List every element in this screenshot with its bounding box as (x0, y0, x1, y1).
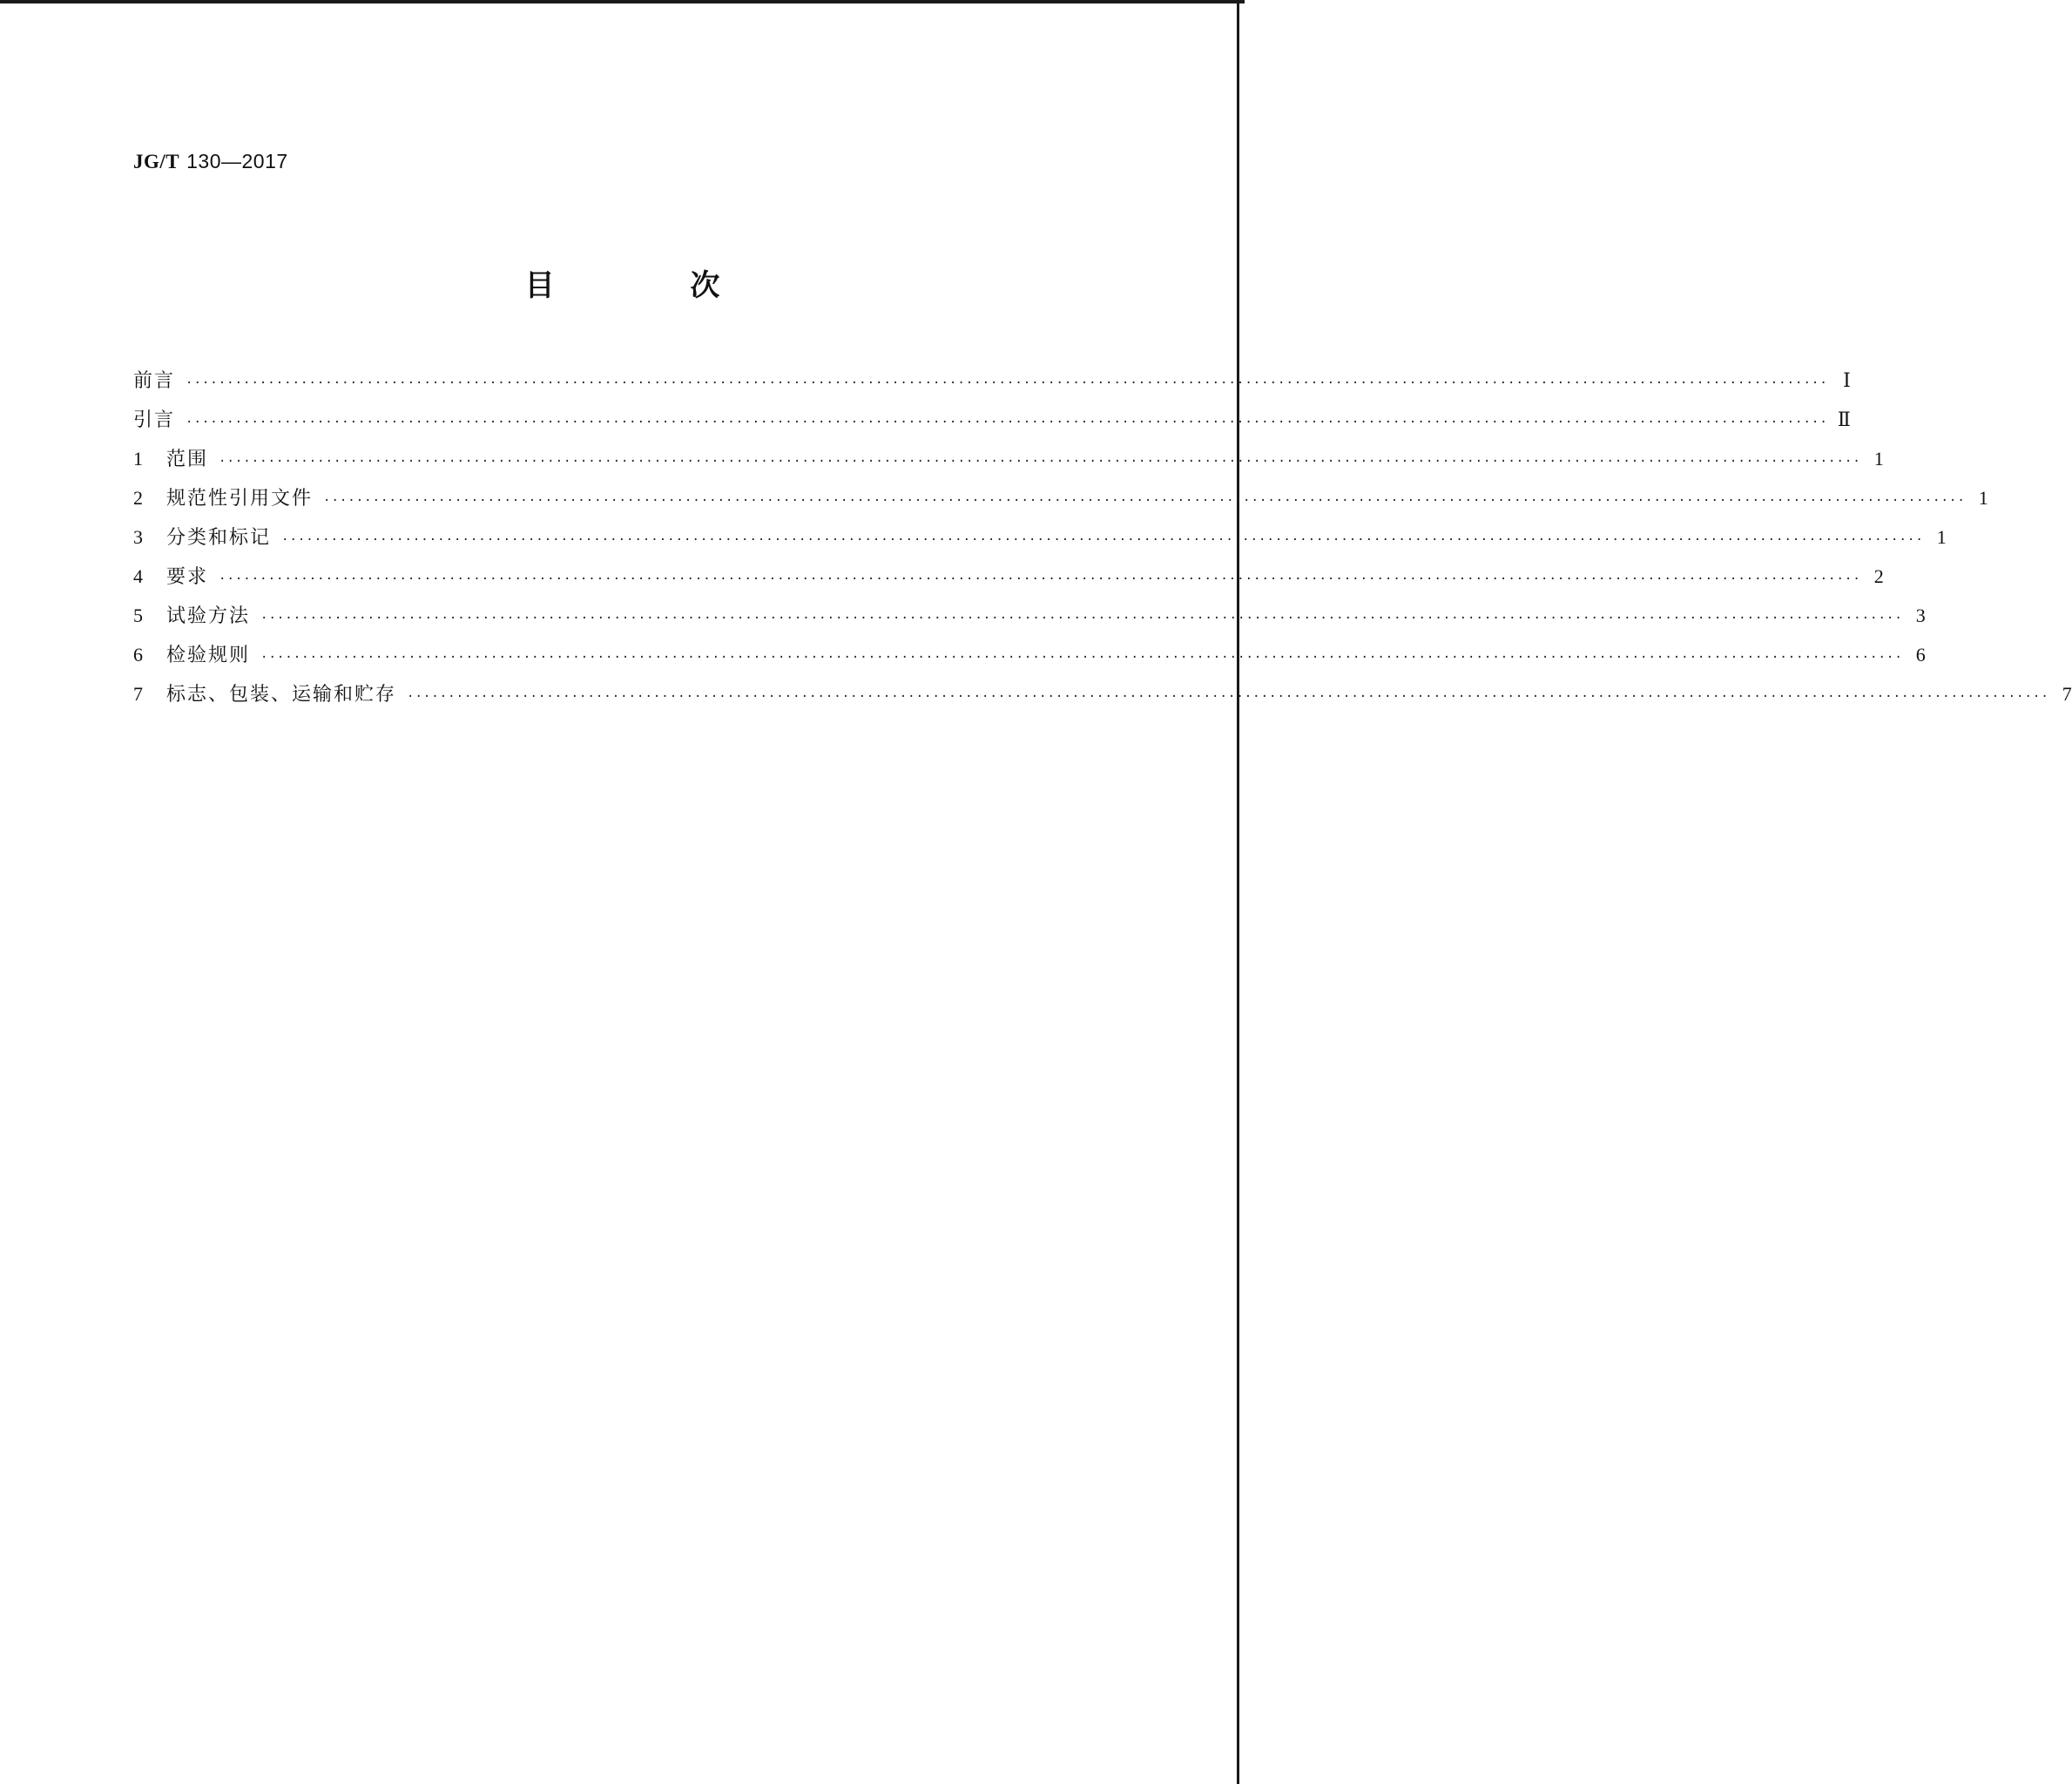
toc-entry-label: 标志、包装、运输和贮存 (166, 684, 397, 706)
toc-entry[interactable] (133, 400, 1851, 439)
standard-code (133, 150, 288, 173)
toc-entry-page: 3 (1915, 605, 1926, 626)
toc-entry-label: 分类和标记 (166, 527, 272, 549)
toc-entry-number: 4 (133, 565, 143, 587)
toc-leader-dots: ········································································································································································································ (219, 572, 1861, 586)
toc-leader-dots: ········································································································································································································ (219, 455, 1861, 469)
toc-entry[interactable] (133, 517, 1947, 557)
toc-entry-page: Ⅰ (1843, 369, 1851, 391)
toc-entry-page: 1 (1978, 487, 1988, 509)
toc-entry-label: 要求 (166, 566, 209, 588)
toc-entry-number: 3 (133, 526, 143, 548)
toc-leader-dots: ········································································································································································································ (260, 651, 1903, 665)
standard-code-number: 130—2017 (186, 150, 288, 172)
toc-entry-number: 2 (133, 487, 143, 509)
toc-leader-dots: ········································································································································································································ (186, 376, 1828, 390)
toc-entry[interactable] (133, 439, 1884, 478)
toc-entry-label: 范围 (166, 449, 209, 470)
toc-entry-page: 2 (1873, 565, 1884, 587)
toc-entry-page: 7 (2062, 683, 2072, 705)
toc-entry[interactable] (133, 557, 1884, 596)
toc-leader-dots: ········································································································································································································ (186, 416, 1828, 429)
table-of-contents (133, 361, 2072, 713)
toc-entry-page: 1 (1936, 526, 1947, 548)
toc-leader-dots: ········································································································································································································ (323, 494, 1966, 508)
toc-leader-dots: ········································································································································································································ (260, 612, 1903, 625)
toc-entry-page: 1 (1873, 448, 1884, 470)
toc-entry-label: 规范性引用文件 (166, 488, 314, 510)
toc-leader-dots: ········································································································································································································ (407, 690, 2049, 704)
toc-entry[interactable] (133, 635, 1926, 674)
toc-entry[interactable] (133, 596, 1926, 635)
toc-entry-label: 前言 (133, 370, 176, 392)
toc-entry[interactable] (133, 361, 1851, 400)
toc-entry-number: 7 (133, 683, 143, 705)
toc-entry-label: 试验方法 (166, 605, 251, 627)
toc-entry-number: 6 (133, 644, 143, 666)
toc-entry-label: 检验规则 (166, 645, 251, 666)
toc-entry-page: 6 (1915, 644, 1926, 666)
toc-entry[interactable] (133, 674, 2072, 713)
toc-entry[interactable] (133, 478, 1988, 517)
scan-border-top (0, 0, 1245, 3)
toc-entry-number: 1 (133, 448, 143, 470)
toc-entry-page: Ⅱ (1837, 409, 1851, 430)
standard-code-prefix: JG/T (133, 151, 180, 172)
toc-title: 目 次 (524, 268, 783, 303)
toc-entry-label: 引言 (133, 409, 176, 431)
toc-leader-dots: ········································································································································································································ (281, 533, 1924, 547)
toc-entry-number: 5 (133, 605, 143, 626)
